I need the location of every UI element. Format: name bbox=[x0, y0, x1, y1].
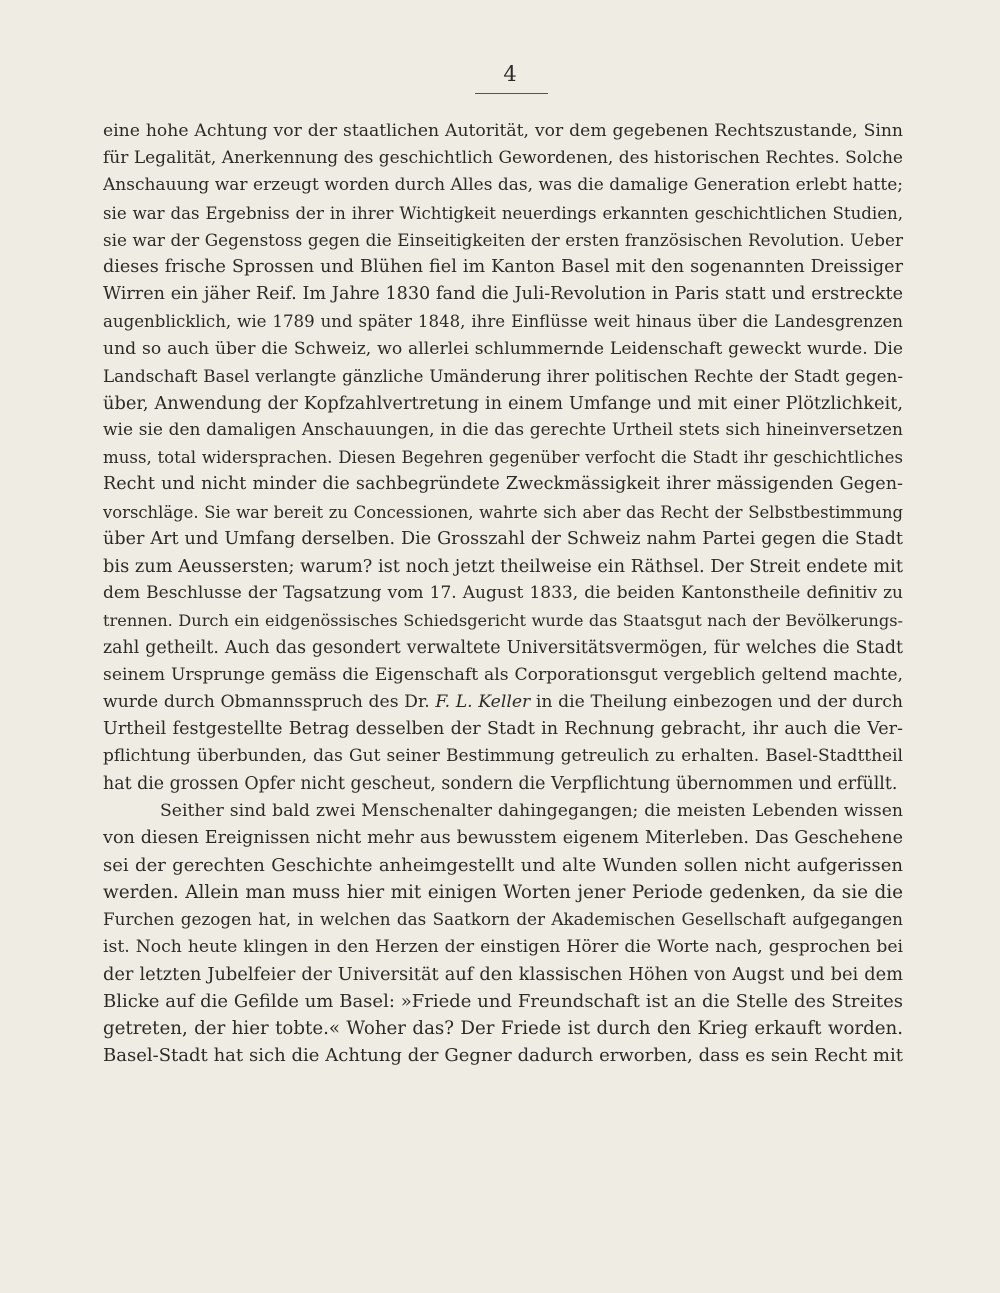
paragraph-end-line: hat die grossen Opfer nicht gescheut, sondern die Verpflichtung übernommen und erfüllt. bbox=[103, 773, 898, 794]
text-line: von diesen Ereignissen nicht mehr aus bewusstem eigenem Miterleben. Das Geschehene bbox=[103, 827, 903, 848]
text-line: über Art und Umfang derselben. Die Grosszahl der Schweiz nahm Partei gegen die Stadt bbox=[103, 528, 903, 549]
text-line: trennen. Durch ein eidgenössisches Schiedsgericht wurde das Staatsgut nach der Bevölkerungs- bbox=[103, 611, 903, 631]
text-line: der letzten Jubelfeier der Universität auf den klassischen Höhen von Augst und bei dem bbox=[103, 963, 903, 985]
text-line: sie war das Ergebniss der in ihrer Wichtigkeit neuerdings erkannten geschichtlichen Studien, bbox=[103, 203, 903, 223]
text-line: bis zum Aeussersten; warum? ist noch jetzt theilweise ein Räthsel. Der Streit endete mit bbox=[103, 556, 903, 577]
paragraph-first-line: Seither sind bald zwei Menschenalter dahingegangen; die meisten Lebenden wissen bbox=[160, 800, 903, 821]
text-line: vorschläge. Sie war bereit zu Concessionen, wahrte sich aber das Recht der Selbstbestimmung bbox=[103, 502, 903, 522]
text-line: Blicke auf die Gefilde um Basel: »Friede und Freundschaft ist an die Stelle des Streites bbox=[103, 991, 903, 1012]
text-line: getreten, der hier tobte.« Woher das? Der Friede ist durch den Krieg erkauft worden. bbox=[103, 1018, 903, 1040]
text-segment: wurde durch Obmannsspruch des Dr. bbox=[103, 691, 430, 712]
text-line: Wirren ein jäher Reif. Im Jahre 1830 fand die Juli-Revolution in Paris statt und erstreckte bbox=[103, 284, 903, 305]
text-line-author bbox=[103, 689, 903, 716]
author-name: F. L. Keller bbox=[435, 691, 531, 712]
text-line: Landschaft Basel verlangte gänzliche Umänderung ihrer politischen Rechte der Stadt gegen- bbox=[103, 365, 903, 386]
body-text bbox=[103, 118, 903, 1070]
text-line: dem Beschlusse der Tagsatzung vom 17. August 1833, die beiden Kantonstheile definitiv zu bbox=[103, 583, 903, 604]
text-line: wie sie den damaligen Anschauungen, in die das gerechte Urtheil stets sich hineinversetzen bbox=[103, 420, 903, 441]
text-line: Basel-Stadt hat sich die Achtung der Gegner dadurch erworben, dass es sein Recht mit bbox=[103, 1045, 903, 1067]
text-line: sei der gerechten Geschichte anheimgestellt und alte Wunden sollen nicht aufgerissen bbox=[103, 855, 903, 877]
text-line: werden. Allein man muss hier mit einigen Worten jener Periode gedenken, da sie die bbox=[103, 882, 903, 904]
text-line: Furchen gezogen hat, in welchen das Saatkorn der Akademischen Gesellschaft aufgegangen bbox=[103, 909, 903, 930]
text-line: pflichtung überbunden, das Gut seiner Bestimmung getreulich zu erhalten. Basel-Stadttheil bbox=[103, 746, 903, 767]
text-line: augenblicklich, wie 1789 und später 1848, ihre Einflüsse weit hinaus über die Landesgrenzen bbox=[103, 312, 903, 332]
text-line: Anschauung war erzeugt worden durch Alles das, was die damalige Generation erlebt hatte; bbox=[103, 175, 903, 196]
page-number: 4 bbox=[503, 62, 517, 86]
text-line: dieses frische Sprossen und Blühen fiel im Kanton Basel mit den sogenannten Dreissiger bbox=[103, 256, 903, 277]
text-line: über, Anwendung der Kopfzahlvertretung in einem Umfange und mit einer Plötzlichkeit, bbox=[103, 392, 903, 414]
text-line: eine hohe Achtung vor der staatlichen Autorität, vor dem gegebenen Rechtszustande, Sinn bbox=[103, 121, 903, 141]
text-line: ist. Noch heute klingen in den Herzen der einstigen Hörer die Worte nach, gesprochen bei bbox=[103, 936, 903, 957]
text-segment: in die Theilung einbezogen und der durch bbox=[535, 691, 903, 712]
header-rule bbox=[475, 93, 548, 94]
text-line: Urtheil festgestellte Betrag desselben der Stadt in Rechnung gebracht, ihr auch die Ver- bbox=[103, 719, 903, 740]
text-line: muss, total widersprachen. Diesen Begehren gegenüber verfocht die Stadt ihr geschichtliches bbox=[103, 448, 903, 468]
text-line: und so auch über die Schweiz, wo allerlei schlummernde Leidenschaft geweckt wurde. Die bbox=[103, 338, 903, 359]
text-line: Recht und nicht minder die sachbegründete Zweckmässigkeit ihrer mässigenden Gegen- bbox=[103, 474, 903, 495]
text-line: zahl getheilt. Auch das gesondert verwaltete Universitätsvermögen, für welches die Stadt bbox=[103, 637, 903, 658]
text-line: sie war der Gegenstoss gegen die Einseitigkeiten der ersten französischen Revolution. Ueber bbox=[103, 229, 903, 250]
text-line: seinem Ursprunge gemäss die Eigenschaft als Corporationsgut vergeblich geltend machte, bbox=[103, 664, 903, 685]
text-line: für Legalität, Anerkennung des geschichtlich Gewordenen, des historischen Rechtes. Solche bbox=[103, 148, 903, 169]
